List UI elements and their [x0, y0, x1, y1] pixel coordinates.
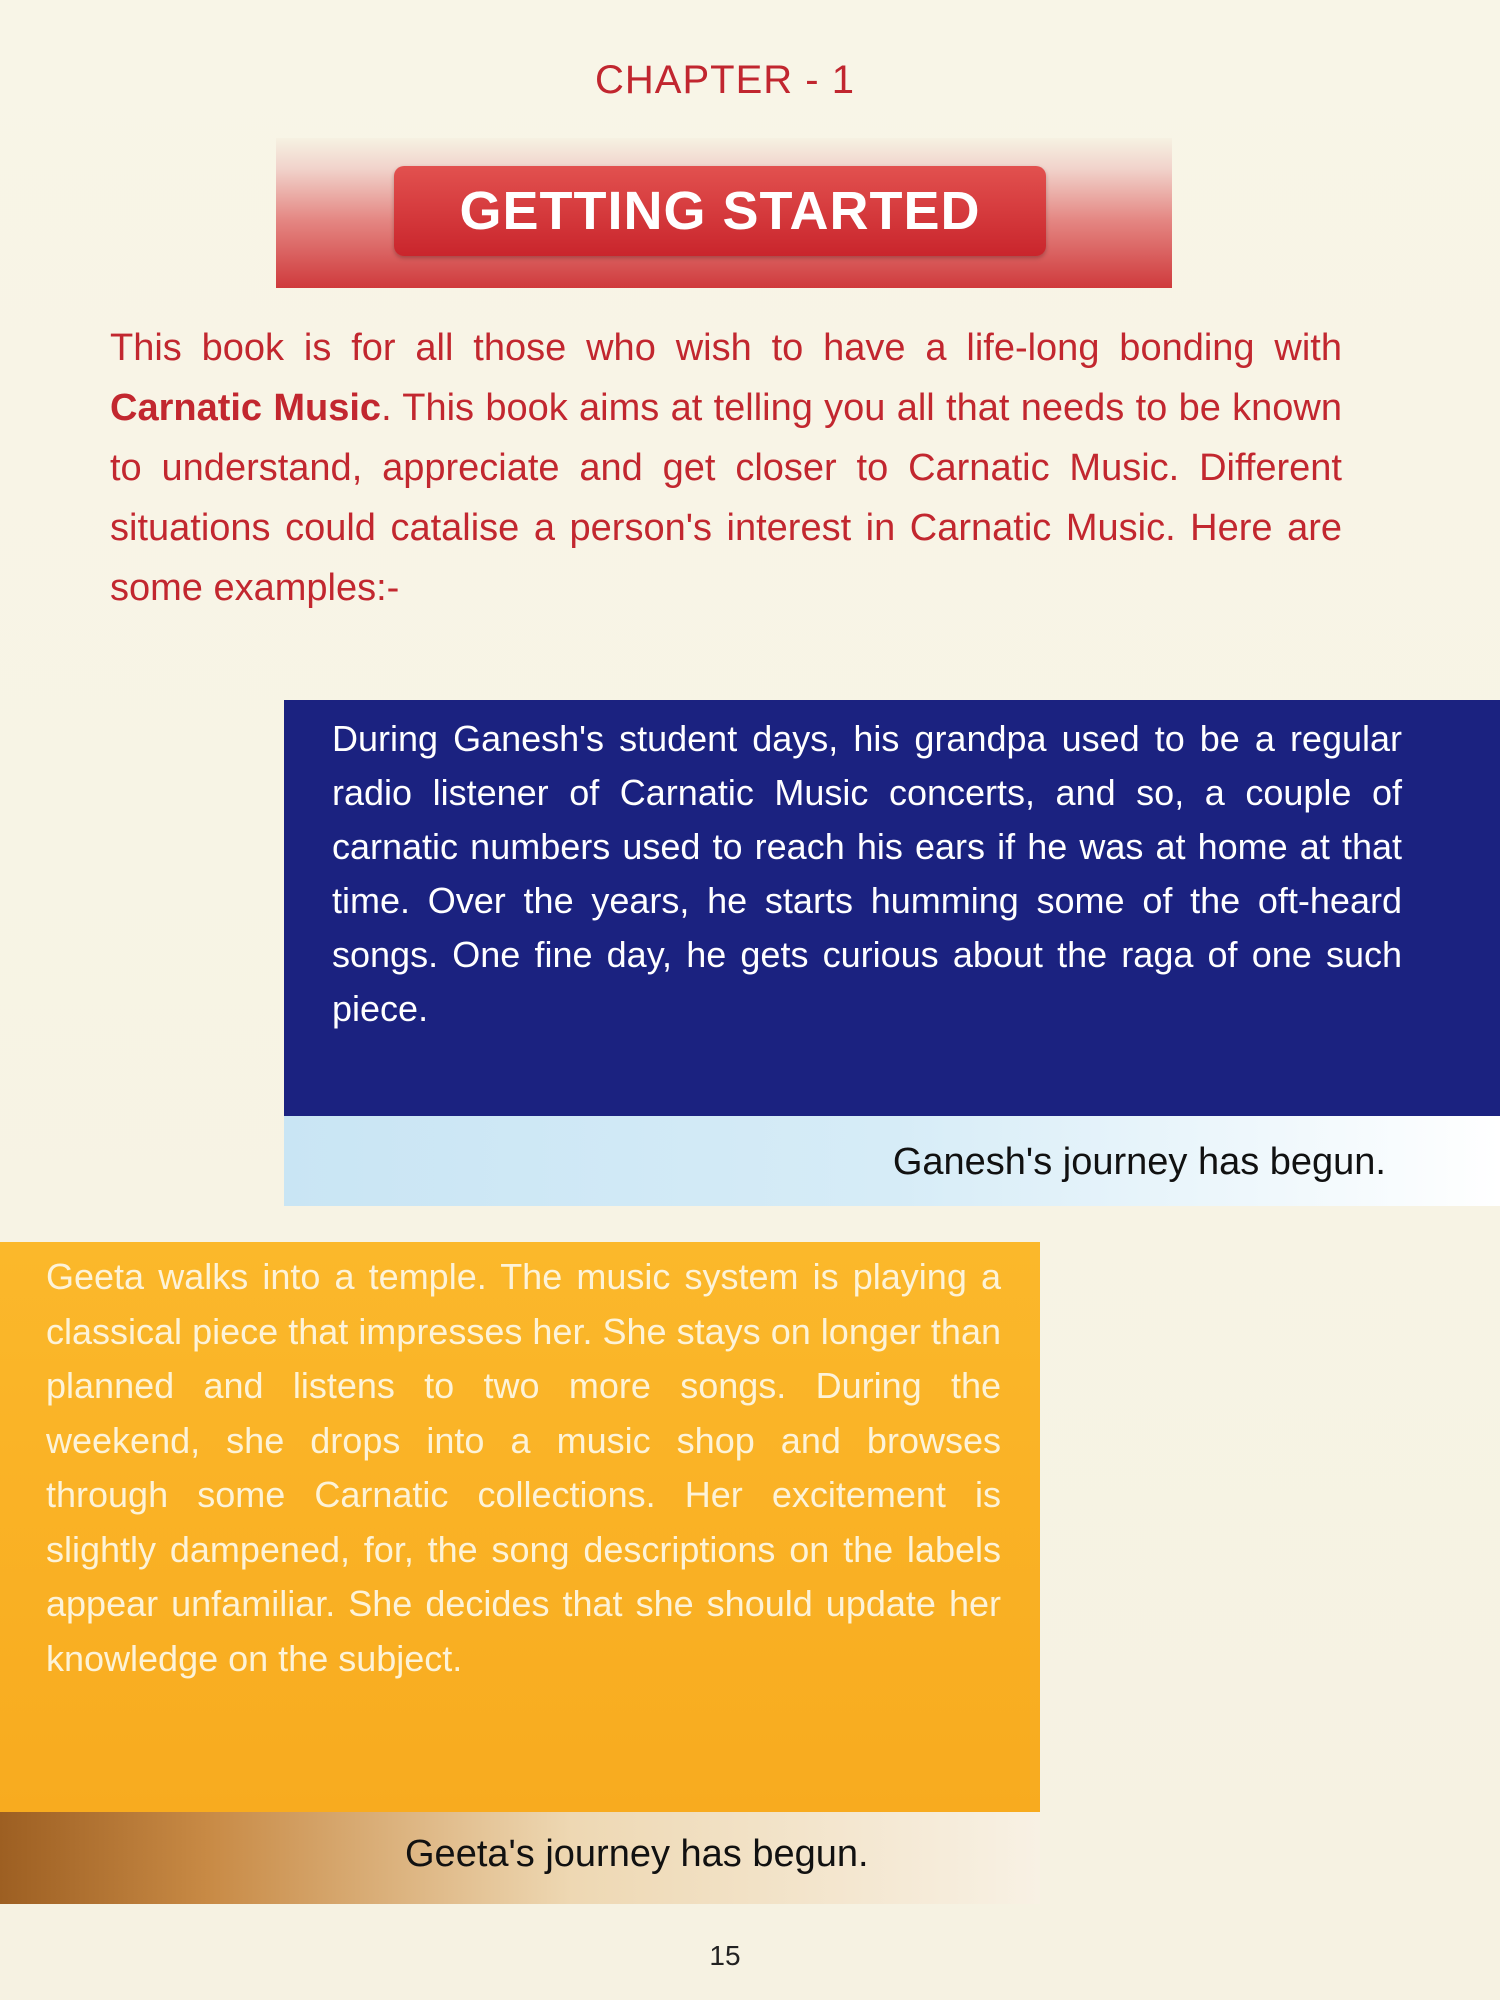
geeta-caption: Geeta's journey has begun.	[405, 1833, 869, 1875]
chapter-title: GETTING STARTED	[394, 166, 1046, 256]
intro-text-end: . This book aims at telling you all that needs to be known to understand, appreciate and get closer to Carnatic Music. Different situations could catalise a person's interest in Carnatic Music. Here are some examples:-	[110, 387, 1343, 609]
ganesh-story-text: During Ganesh's student days, his grandpa used to be a regular radio listener of Carnatic Music concerts, and so, a couple of carnatic numbers used to reach his ears if he was at home at that time. Over the years, he starts humming some of the oft-heard songs. One fine day, he gets curious about the raga of one such piece.	[332, 718, 1402, 1029]
geeta-story-text: Geeta walks into a temple. The music system is playing a classical piece that impresses her. She stays on longer than planned and listens to two more songs. During the weekend, she drops into a music shop and browses through some Carnatic collections. Her excitement is slightly dampened, for, the song descriptions on the labels appear unfamiliar. She decides that she should update her knowledge on the subject.	[46, 1256, 1001, 1679]
intro-paragraph	[110, 318, 1342, 618]
intro-text-start: This book is for all those who wish to have a life-long bonding with	[110, 327, 1342, 369]
chapter-label: CHAPTER - 1	[595, 58, 855, 102]
ganesh-caption: Ganesh's journey has begun.	[892, 1141, 1386, 1183]
intro-bold-term: Carnatic Music	[110, 387, 382, 429]
page-number: 15	[709, 1940, 741, 1971]
